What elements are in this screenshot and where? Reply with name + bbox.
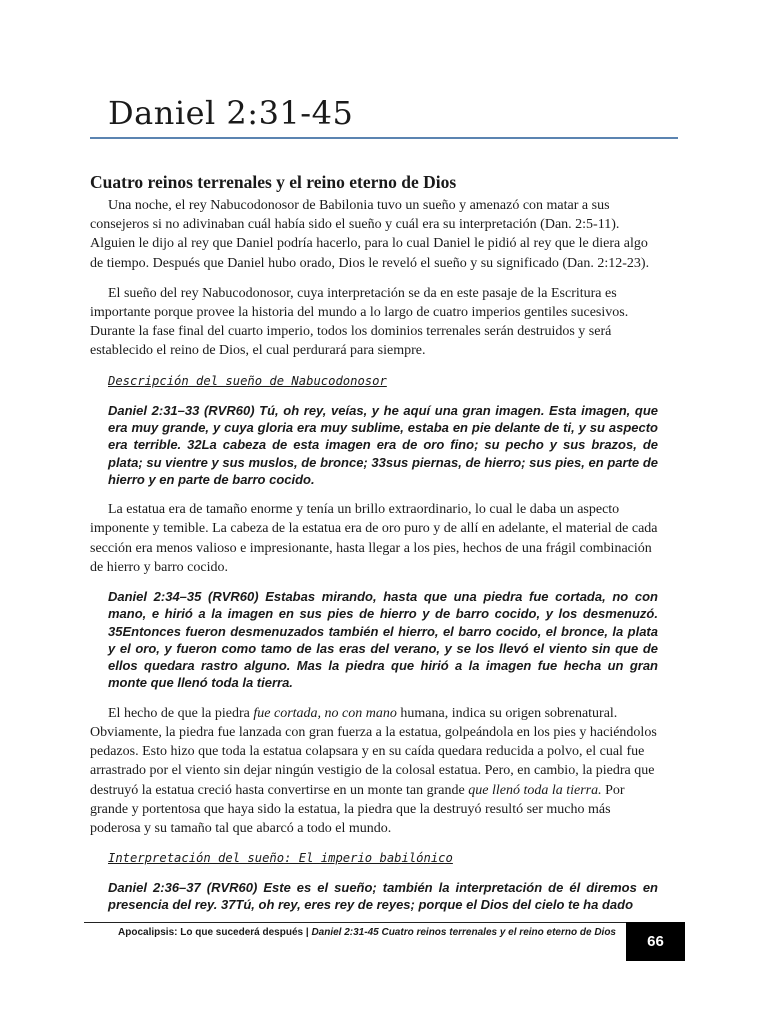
paragraph-4-part-a: El hecho de que la piedra xyxy=(108,705,254,721)
paragraph-4-emphasis-2: que llenó toda la tierra. xyxy=(468,782,602,798)
main-content xyxy=(90,170,658,914)
paragraph-2: El sueño del rey Nabucodonosor, cuya interpretación se da en este pasaje de la Escritura es importante porque provee la historia del mundo a lo largo de cuatro imperios gentiles sucesivos. Durante la fase final del cuarto imperio, todos los dominios terrenales serán destruidos y será establecido el reino de Dios, el cual perdurará para siempre. xyxy=(90,285,629,359)
paragraph-4 xyxy=(90,704,658,838)
footer-separator: | xyxy=(303,927,312,938)
scripture-quote-2: Daniel 2:34–35 (RVR60) Estabas mirando, hasta que una piedra fue cortada, no con mano, e hirió a la imagen en sus pies de hierro y de barro cocido, y los desmenuzó. 35Entonces fueron desmenuzados también el hierro, el barro cocido, el bronce, la plata y el oro, y fueron como tamo de las eras del verano, y se los llevó el viento sin que de ellos quedara rastro alguno. Mas la piedra que hirió a la imagen fue hecha un gran monte que llenó toda la tierra. xyxy=(108,588,658,691)
scripture-quote-1: Daniel 2:31–33 (RVR60) Tú, oh rey, veías, y he aquí una gran imagen. Esta imagen, que era muy grande, y cuya gloria era muy sublime, estaba en pie delante de ti, y su aspecto era terrible. 32La cabeza de esta imagen era de oro fino; su pecho y sus brazos, de plata; su vientre y sus muslos, de bronce; 33sus piernas, de hierro; sus pies, en parte de hierro y en parte de barro cocido. xyxy=(108,402,658,487)
footer-book-title: Apocalipsis: Lo que sucederá después xyxy=(118,927,304,938)
paragraph-3: La estatua era de tamaño enorme y tenía un brillo extraordinario, lo cual le daba un aspecto imponente y temible. La cabeza de la estatua era de oro puro y de allí en adelante, el material de cada sección era menos valioso e impresionante, hasta llegar a los pies, hechos de una frágil combinación de hierro y barro cocido. xyxy=(90,502,658,575)
footer-chapter-title: Daniel 2:31-45 Cuatro reinos terrenales y el reino eterno de Dios xyxy=(311,927,616,938)
paragraph-4-emphasis-1: fue cortada, no con mano xyxy=(253,705,397,721)
section-title: Cuatro reinos terrenales y el reino eterno de Dios xyxy=(90,172,457,192)
page-number: 66 xyxy=(626,922,685,961)
paragraph-1: Una noche, el rey Nabucodonosor de Babilonia tuvo un sueño y amenazó con matar a sus consejeros si no adivinaban cuál había sido el sueño y cuál era su interpretación (Dan. 2:5-11). Alguien le dijo al rey que Daniel podría hacerlo, para lo cual Daniel le pidió al rey que le diera algo de tiempo. Después que Daniel hubo orado, Dios le reveló el sueño y su significado (Dan. 2:12-23). xyxy=(90,198,650,271)
footer-divider xyxy=(84,922,626,923)
subheading-description: Descripción del sueño de Nabucodonosor xyxy=(108,373,387,388)
paragraph-4-part-e: Por grande y portentosa que haya sido la estatua, la piedra que la destruyó resultó ser mucho más poderosa y su tamaño tal que abarcó a todo el mundo. xyxy=(90,782,625,836)
footer-text xyxy=(96,926,616,940)
scripture-quote-3: Daniel 2:36–37 (RVR60) Este es el sueño; también la interpretación de él diremos en presencia del rey. 37Tú, oh rey, eres rey de reyes; porque el Dios del cielo te ha dado xyxy=(108,880,658,913)
subheading-interpretation: Interpretación del sueño: El imperio babilónico xyxy=(108,851,453,866)
title-divider xyxy=(90,137,678,139)
paragraph-4-part-c: humana, indica su origen sobrenatural. Obviamente, la piedra fue lanzada con gran fuerza a la estatua, golpeándola en los pies y haciéndolos pedazos. Esto hizo que toda la estatua colapsara y en su caída quedara reducida a polvo, el cual fue arrastrado por el viento sin dejar ningún vestigio de la colosal estatua. Pero, en cambio, la piedra que destruyó la estatua creció hasta convertirse en un monte tan grande xyxy=(90,705,657,798)
page-title: Daniel 2:31-45 xyxy=(108,94,354,132)
